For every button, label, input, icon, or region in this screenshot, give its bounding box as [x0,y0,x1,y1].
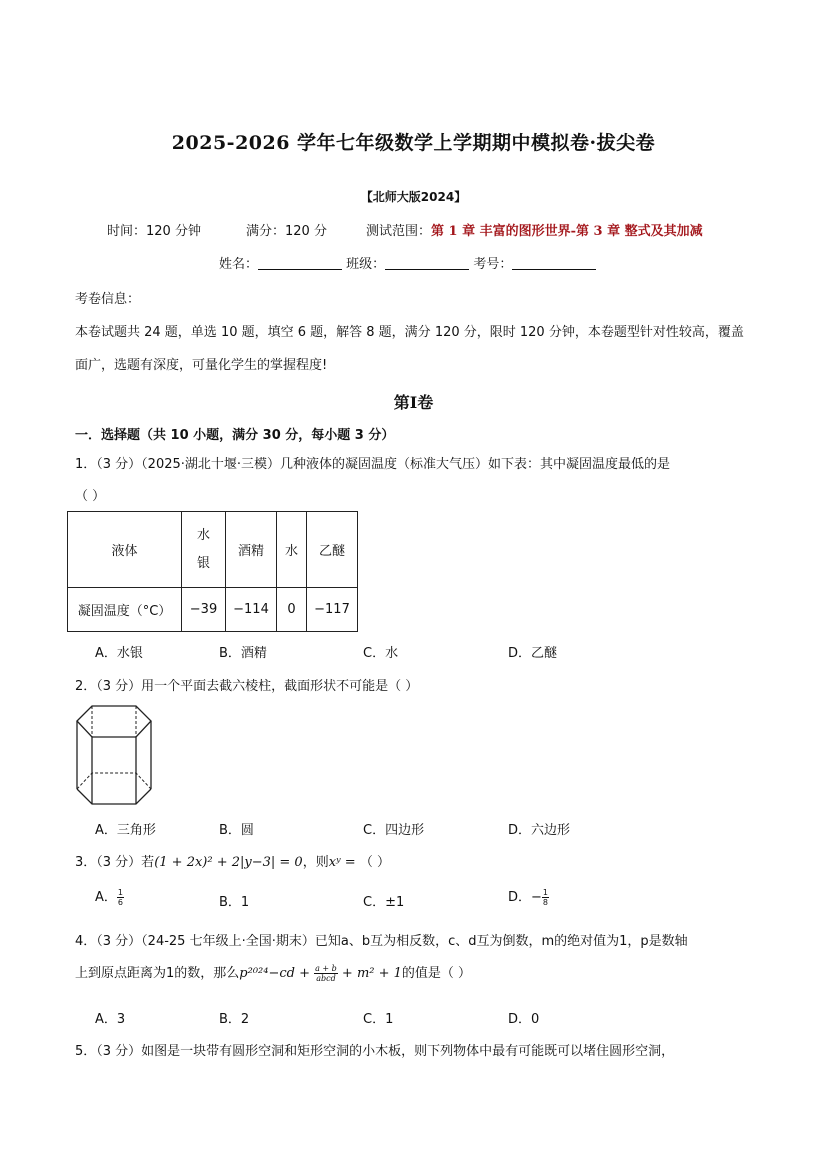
table-header-cell: 乙醚 [307,512,358,588]
q3-suffix: （ ） [359,855,390,870]
q4-option-a[interactable]: A．3 [95,1012,126,1027]
table-header-cell: 酒精 [226,512,277,588]
question-1-line-1: 1．（3 分）（2025·湖北十堰·三模）几种液体的凝固温度（标准大气压）如下表：其中凝固温度最低的是 [75,457,671,472]
q3-prefix: 3．（3 分）若 [75,855,155,870]
table-cell: −114 [226,588,277,632]
q3-equation: (1 + 2x)² + 2|y−3| = 0 [154,855,303,870]
table-header-cell: 液体 [68,512,182,588]
fraction-denominator: 6 [117,898,123,907]
q3-mid: ，则 [302,855,329,870]
fraction-numerator: 1 [117,888,123,897]
info-line-1: 本卷试题共 24 题，单选 10 题，填空 6 题，解答 8 题，满分 120 分，限时 120 分钟，本卷题型针对性较高，覆盖 [75,325,744,340]
q3-option-d-fraction [542,888,549,907]
table-row-label: 凝固温度（°C） [68,588,182,632]
q3-option-b[interactable]: B．1 [219,895,250,910]
table-cell: −117 [307,588,358,632]
name-label: 姓名： [219,257,259,272]
q4-suffix: 的值是（ ） [401,966,472,981]
info-line-2: 面广，选题有深度，可量化学生的掌握程度! [75,358,328,373]
exam-full-score: 满分：120 分 [246,224,327,239]
q3-option-a-fraction [117,888,124,907]
q3-power: xʸ = [328,855,360,870]
class-label: 班级： [346,257,386,272]
part-one-heading: 一．选择题（共 10 小题，满分 30 分，每小题 3 分） [75,428,395,443]
q4-fraction [314,964,338,983]
scope-value: 第 1 章 丰富的图形世界-第 3 章 整式及其加减 [431,224,703,239]
table-cell: 0 [277,588,307,632]
edition-label: 【北师大版2024】 [360,190,467,204]
q4-expr-left: p²⁰²⁴−cd + [239,966,315,981]
info-heading: 考卷信息： [75,292,141,307]
section-title: 第Ⅰ卷 [393,393,434,412]
q2-option-c[interactable]: C．四边形 [363,823,425,838]
exam-title: 2025-2026 学年七年级数学上学期期中模拟卷·拔尖卷 [171,132,656,154]
q3-option-d-label: D．− [508,890,542,905]
class-blank[interactable] [385,257,469,270]
question-5-line-1: 5．（3 分）如图是一块带有圆形空洞和矩形空洞的小木板，则下列物体中最有可能既可以堵住圆形空洞， [75,1044,675,1059]
question-3 [75,851,390,870]
scope-label: 测试范围： [366,224,432,239]
fraction-numerator: a + b [315,964,337,973]
table-cell: −39 [182,588,226,632]
q2-option-b[interactable]: B．圆 [219,823,254,838]
q1-option-c[interactable]: C．水 [363,646,399,661]
q4-option-c[interactable]: C．1 [363,1012,394,1027]
q4-option-b[interactable]: B．2 [219,1012,250,1027]
q4-prefix: 上到原点距离为1的数，那么 [75,966,240,981]
q2-option-d[interactable]: D．六边形 [508,823,571,838]
question-2-line-1: 2．（3 分）用一个平面去截六棱柱，截面形状不可能是（ ） [75,679,419,694]
question-1-line-2: （ ） [75,489,106,504]
fraction-denominator: abcd [316,974,336,983]
freezing-point-table [67,511,358,632]
q1-option-a[interactable]: A．水银 [95,646,143,661]
q4-option-d[interactable]: D．0 [508,1012,540,1027]
q3-option-c[interactable]: C．±1 [363,895,405,910]
fraction-denominator: 8 [542,898,548,907]
mercury-label: 水银 [196,527,210,571]
q1-option-b[interactable]: B．酒精 [219,646,267,661]
fraction-numerator: 1 [542,888,548,897]
table-header-cell: 水 [277,512,307,588]
exam-time: 时间：120 分钟 [107,224,201,239]
q3-option-a-label: A． [95,890,117,905]
q1-option-d[interactable]: D．乙醚 [508,646,558,661]
q4-expr-right: + m² + 1 [337,966,402,981]
exam-no-blank[interactable] [512,257,596,270]
hexagonal-prism-figure [70,703,160,807]
name-blank[interactable] [258,257,342,270]
q2-option-a[interactable]: A．三角形 [95,823,156,838]
exam-scope [366,220,703,239]
student-info-line [219,253,596,272]
q3-option-d[interactable] [508,886,549,907]
exam-no-label: 考号： [473,257,513,272]
question-4-line-2 [75,962,471,983]
table-header-cell [182,512,226,588]
q3-option-a[interactable] [95,886,124,907]
question-4-line-1: 4．（3 分）（24-25 七年级上·全国·期末）已知a、b互为相反数，c、d互为倒数，m的绝对值为1，p是数轴 [75,934,688,949]
